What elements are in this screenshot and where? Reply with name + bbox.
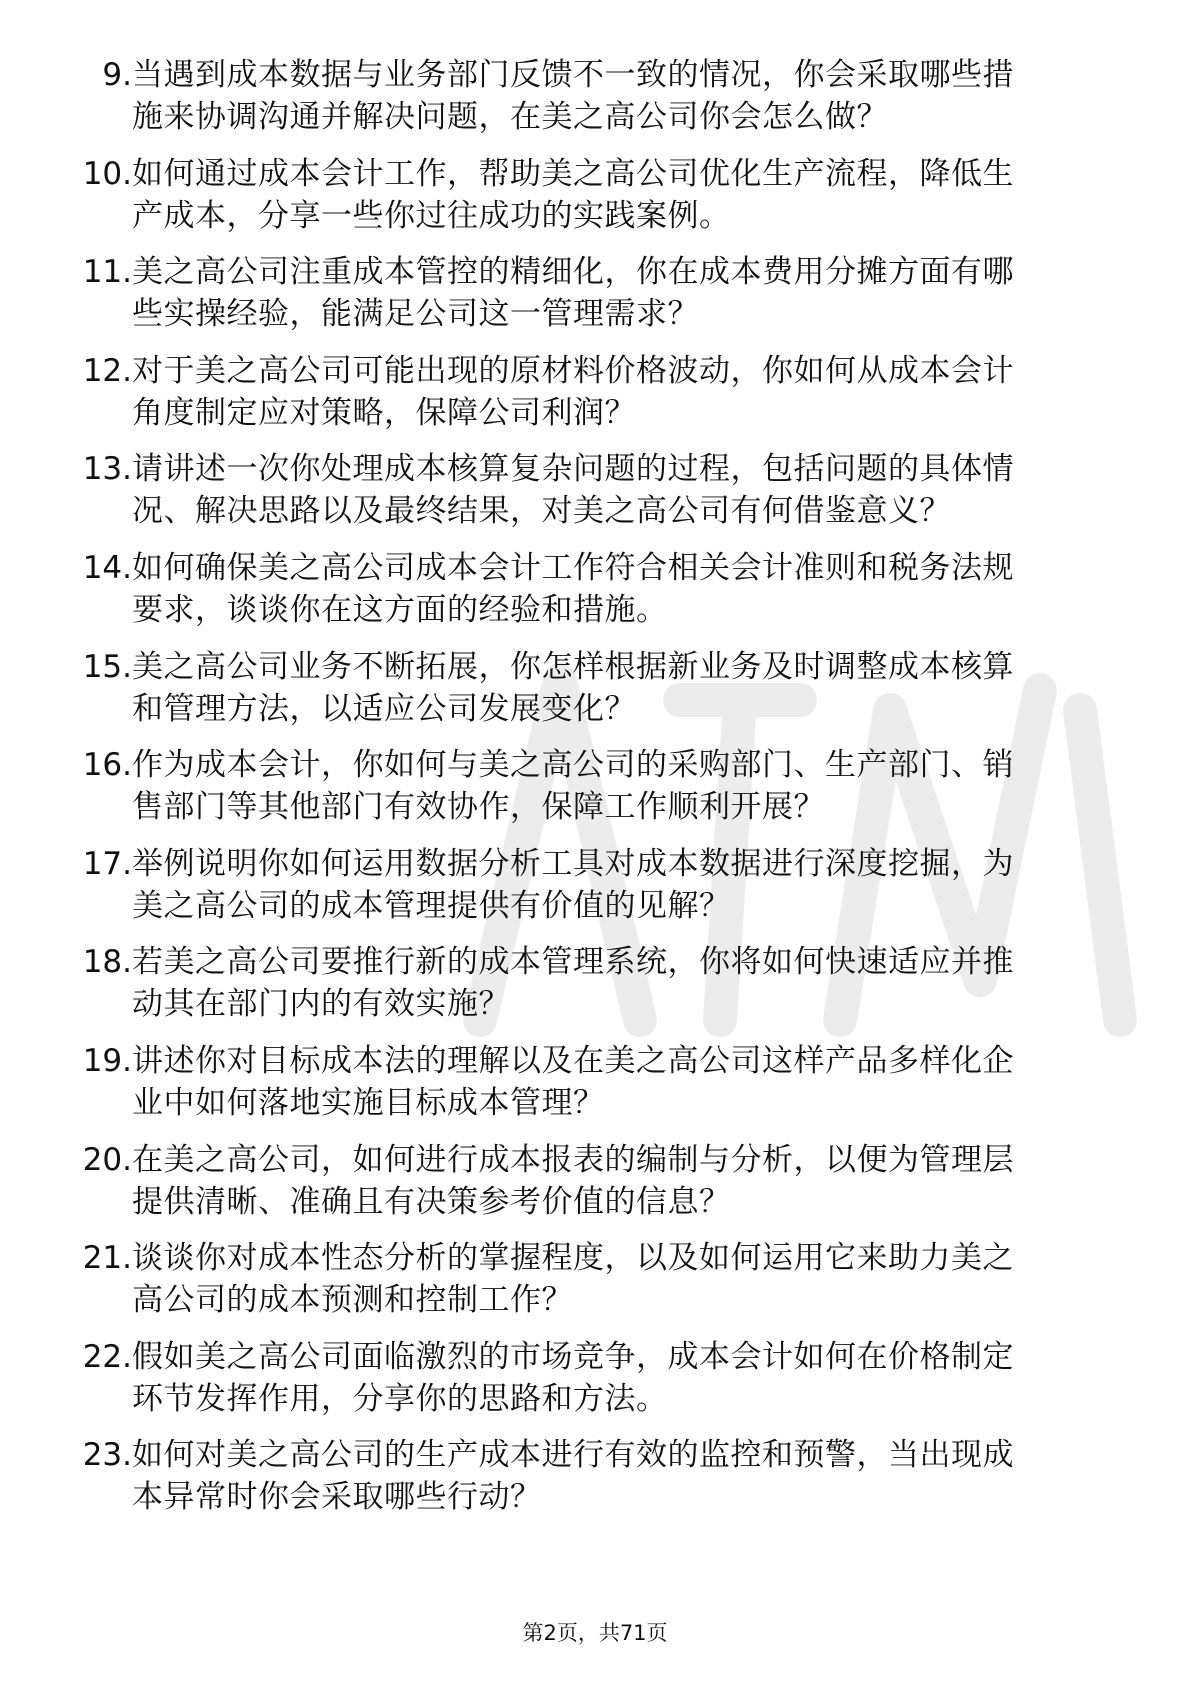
question-number: 22.	[82, 1338, 132, 1375]
question-number: 14.	[82, 550, 132, 586]
question-item	[0, 839, 1190, 939]
question-item	[0, 346, 1190, 446]
question-text-line: 对于美之高公司可能出现的原材料价格波动，你如何从成本会计	[132, 352, 1014, 389]
question-number: 16.	[82, 747, 132, 784]
question-number: 19.	[82, 1043, 132, 1079]
question-item	[0, 1135, 1190, 1235]
question-text-line: 施来协调沟通并解决问题，在美之高公司你会怎么做？	[132, 99, 888, 135]
question-number: 17.	[82, 845, 132, 882]
question-text-line: 角度制定应对策略，保障公司利润？	[132, 394, 636, 431]
question-number: 18.	[82, 944, 132, 981]
question-text-line: 业中如何落地实施目标成本管理？	[132, 1085, 605, 1121]
question-item	[0, 444, 1190, 544]
question-text-line: 美之高公司的成本管理提供有价值的见解？	[132, 887, 731, 924]
question-text-line: 假如美之高公司面临激烈的市场竞争，成本会计如何在价格制定	[132, 1338, 1014, 1375]
question-item	[0, 1233, 1190, 1333]
question-text-line: 讲述你对目标成本法的理解以及在美之高公司这样产品多样化企	[132, 1043, 1014, 1079]
question-text-line: 产成本，分享一些你过往成功的实践案例。	[132, 197, 731, 234]
question-item	[0, 50, 1190, 150]
question-text-line: 谈谈你对成本性态分析的掌握程度，以及如何运用它来助力美之	[132, 1240, 1014, 1277]
question-item	[0, 1036, 1190, 1136]
question-text-line: 如何确保美之高公司成本会计工作符合相关会计准则和税务法规	[132, 550, 1014, 586]
question-text-line: 动其在部门内的有效实施？	[132, 986, 510, 1023]
question-text-line: 美之高公司注重成本管控的精细化，你在成本费用分摊方面有哪	[132, 254, 1014, 291]
question-text-line: 提供清晰、准确且有决策参考价值的信息？	[132, 1183, 731, 1220]
question-number: 11.	[82, 254, 132, 291]
question-text-line: 作为成本会计，你如何与美之高公司的采购部门、生产部门、销	[132, 747, 1014, 784]
question-item	[0, 642, 1190, 742]
question-number: 23.	[82, 1437, 132, 1474]
question-text-line: 若美之高公司要推行新的成本管理系统，你将如何快速适应并推	[132, 944, 1014, 981]
question-text-line: 况、解决思路以及最终结果，对美之高公司有何借鉴意义？	[132, 493, 951, 530]
question-text-line: 请讲述一次你处理成本核算复杂问题的过程，包括问题的具体情	[132, 451, 1014, 488]
question-item	[0, 149, 1190, 249]
question-number: 21.	[82, 1240, 132, 1277]
question-text-line: 当遇到成本数据与业务部门反馈不一致的情况，你会采取哪些措	[132, 57, 1014, 93]
question-text-line: 如何对美之高公司的生产成本进行有效的监控和预警，当出现成	[132, 1437, 1014, 1474]
question-text-line: 如何通过成本会计工作，帮助美之高公司优化生产流程，降低生	[132, 155, 1014, 192]
question-item	[0, 1430, 1190, 1530]
question-number: 20.	[82, 1141, 132, 1178]
question-item	[0, 740, 1190, 840]
question-text-line: 本异常时你会采取哪些行动？	[132, 1479, 542, 1516]
question-number: 13.	[82, 451, 132, 488]
question-text-line: 高公司的成本预测和控制工作？	[132, 1282, 573, 1319]
question-text-line: 要求，谈谈你在这方面的经验和措施。	[132, 592, 668, 628]
question-text-line: 环节发挥作用，分享你的思路和方法。	[132, 1380, 668, 1417]
question-number: 10.	[82, 155, 132, 192]
question-text-line: 售部门等其他部门有效协作，保障工作顺利开展？	[132, 789, 825, 826]
question-text-line: 些实操经验，能满足公司这一管理需求？	[132, 296, 699, 333]
page-footer: 第2页，共71页	[522, 1621, 668, 1645]
question-number: 9.	[102, 57, 132, 93]
question-item	[0, 543, 1190, 643]
question-item	[0, 247, 1190, 347]
question-text-line: 在美之高公司，如何进行成本报表的编制与分析，以便为管理层	[132, 1141, 1014, 1178]
question-item	[0, 1332, 1190, 1432]
question-text-line: 美之高公司业务不断拓展，你怎样根据新业务及时调整成本核算	[132, 648, 1014, 685]
question-number: 12.	[82, 352, 132, 389]
question-number: 15.	[82, 648, 132, 685]
question-text-line: 举例说明你如何运用数据分析工具对成本数据进行深度挖掘，为	[132, 845, 1014, 882]
question-text-line: 和管理方法，以适应公司发展变化？	[132, 690, 636, 727]
question-item	[0, 937, 1190, 1037]
